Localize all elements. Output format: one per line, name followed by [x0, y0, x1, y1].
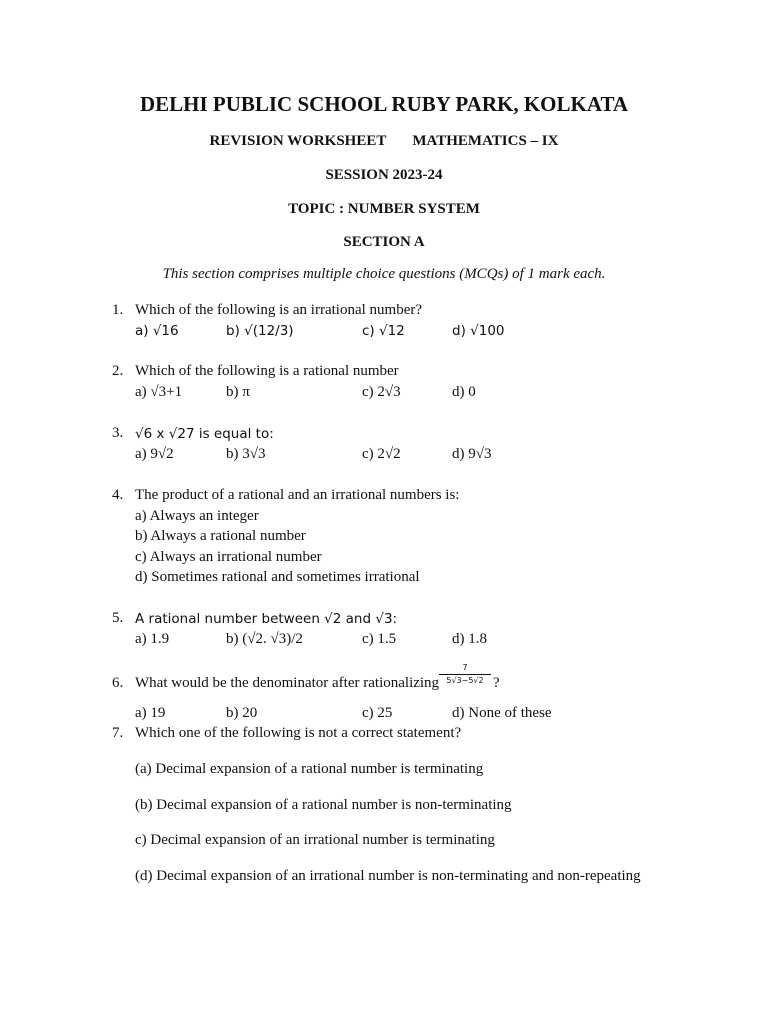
- option-d: d) √100: [452, 323, 505, 339]
- option-b: b) √(12/3): [226, 323, 294, 339]
- question-text: What would be the denominator after rationalizing: [135, 675, 440, 691]
- option-d: d) None of these: [452, 705, 552, 721]
- option-d: d) 1.8: [452, 631, 487, 647]
- option-a: a) 1.9: [135, 631, 170, 647]
- question-number: 4.: [112, 487, 124, 503]
- subject-title: MATHEMATICS – IX: [412, 133, 559, 149]
- section-intro: This section comprises multiple choice questions (MCQs) of 1 mark each.: [162, 266, 606, 282]
- worksheet-title: REVISION WORKSHEET: [209, 133, 387, 149]
- question-number: 5.: [112, 610, 124, 626]
- fraction-numerator: 7: [462, 663, 468, 672]
- question-number: 6.: [112, 675, 124, 691]
- option-d: (d) Decimal expansion of an irrational number is non-terminating and non-repeating: [135, 868, 641, 884]
- option-b: b) 3√3: [226, 446, 266, 462]
- option-b: b) 20: [226, 705, 258, 721]
- option-a: a) 9√2: [135, 446, 174, 462]
- question-text: Which one of the following is not a correct statement?: [135, 725, 462, 741]
- fraction-denominator: 5√3−5√2: [446, 676, 484, 685]
- option-a: a) Always an integer: [135, 508, 259, 524]
- option-b: b) Always a rational number: [135, 528, 306, 544]
- question-text: The product of a rational and an irrational numbers is:: [135, 487, 460, 503]
- option-c: c) Always an irrational number: [135, 549, 322, 565]
- question-text: Which of the following is a rational number: [135, 363, 399, 379]
- option-d: d) 0: [452, 384, 476, 400]
- option-c: c) 1.5: [362, 631, 397, 647]
- option-c: c) √12: [362, 323, 405, 339]
- option-c: c) 2√3: [362, 384, 401, 400]
- question-number: 3.: [112, 425, 124, 441]
- section-title: SECTION A: [343, 234, 425, 250]
- question-number: 1.: [112, 302, 124, 318]
- option-b: b) (√2. √3)/2: [226, 631, 303, 647]
- option-b: b) π: [226, 384, 250, 400]
- option-c: c) 2√2: [362, 446, 401, 462]
- topic-title: TOPIC : NUMBER SYSTEM: [288, 201, 480, 217]
- option-a: a) √16: [135, 323, 179, 339]
- school-title: DELHI PUBLIC SCHOOL RUBY PARK, KOLKATA: [139, 92, 629, 116]
- option-b: (b) Decimal expansion of a rational number is non-terminating: [135, 797, 512, 813]
- session-title: SESSION 2023-24: [325, 167, 443, 183]
- option-a: a) √3+1: [135, 384, 183, 400]
- fraction-bar: [439, 674, 491, 675]
- question-text: A rational number between √2 and √3:: [135, 611, 398, 627]
- option-a: a) 19: [135, 705, 166, 721]
- option-d: d) Sometimes rational and sometimes irrational: [135, 569, 420, 585]
- option-c: c) Decimal expansion of an irrational number is terminating: [135, 832, 495, 848]
- worksheet-subject-line: [0, 133, 768, 150]
- question-mark: ?: [493, 675, 500, 691]
- question-text: Which of the following is an irrational number?: [135, 302, 422, 318]
- question-number: 7.: [112, 725, 124, 741]
- question-text: √6 x √27 is equal to:: [135, 426, 274, 442]
- option-a: (a) Decimal expansion of a rational number is terminating: [135, 761, 484, 777]
- question-number: 2.: [112, 363, 124, 379]
- fraction: [439, 663, 491, 686]
- option-d: d) 9√3: [452, 446, 492, 462]
- option-c: c) 25: [362, 705, 393, 721]
